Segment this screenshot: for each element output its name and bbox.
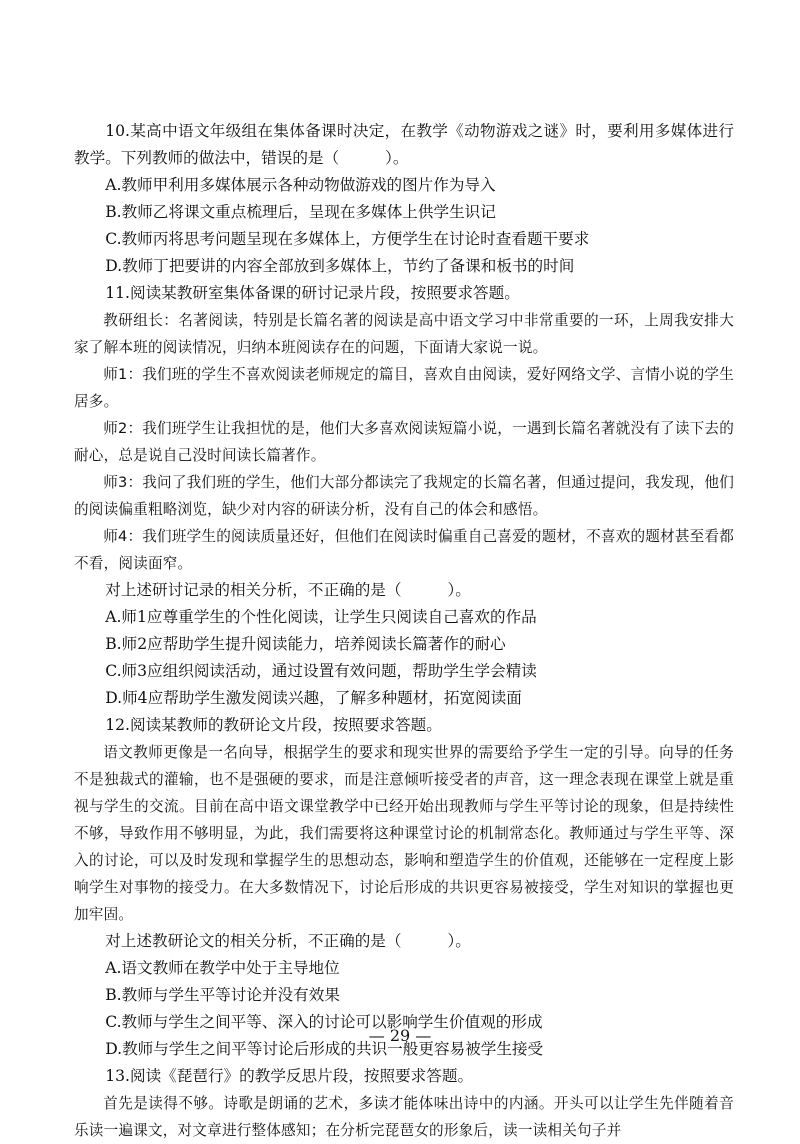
question-10-option-a: A.教师甲利用多媒体展示各种动物做游戏的图片作为导入 bbox=[105, 176, 496, 194]
question-12-passage: 语文教师更像是一名向导，根据学生的要求和现实世界的需要给予学生一定的引导。向导的任务不是独裁式的灌输，也不是强硬的要求，而是注意倾听接受者的声音，这一理念表现在课堂上就是重视与学生的交流。目前在高中语文课堂教学中已经开始出现教师与学生平等讨论的现象，但是持续性不够，导致作用不够明显，为此，我们需要将这种课堂讨论的机制常态化。教师通过与学生平等、深入的讨论，可以及时发现和掌握学生的思想动态，影响和塑造学生的价值观，还能够在一定程度上影响学生对事物的接受力。在大多数情况下，讨论后形成的共识更容易被接受，学生对知识的掌握也更加牢固。 bbox=[74, 744, 734, 923]
question-10-stem-text: 10.某高中语文年级组在集体备课时决定，在教学《动物游戏之谜》时，要利用多媒体进行教学。下列教师的做法中，错误的是（ bbox=[74, 122, 734, 167]
question-11-option-a: A.师1应尊重学生的个性化阅读，让学生只阅读自己喜欢的作品 bbox=[105, 608, 537, 626]
question-13-passage: 首先是读得不够。诗歌是朗诵的艺术，多读才能体味出诗中的内涵。开头可以让学生先伴随着音乐读一遍课文，对文章进行整体感知；在分析完琵琶女的形象后，读一读相关句子并 bbox=[74, 1095, 734, 1139]
question-10-option-c: C.教师丙将思考问题呈现在多媒体上，方便学生在讨论时查看题干要求 bbox=[105, 230, 590, 248]
question-12-option-d: D.教师与学生之间平等讨论后形成的共识一般更容易被学生接受 bbox=[105, 1040, 544, 1058]
question-10-option-d: D.教师丁把要讲的内容全部放到多媒体上，节约了备课和板书的时间 bbox=[105, 257, 575, 275]
page-content bbox=[74, 118, 734, 1144]
question-11-stem: 11.阅读某教研室集体备课的研讨记录片段，按照要求答题。 bbox=[105, 284, 520, 302]
question-12-stem: 12.阅读某教师的教研论文片段，按照要求答题。 bbox=[105, 716, 442, 734]
question-11-passage-teacher-1: 师1：我们班的学生不喜欢阅读老师规定的篇目，喜欢自由阅读，爱好网络文学、言情小说的学生居多。 bbox=[74, 366, 735, 410]
question-11-ask-end: ）。 bbox=[447, 581, 471, 599]
question-11-option-c: C.师3应组织阅读活动，通过设置有效问题，帮助学生学会精读 bbox=[105, 662, 537, 680]
question-13-stem: 13.阅读《琵琶行》的教学反思片段，按照要求答题。 bbox=[105, 1067, 474, 1085]
question-11-option-b: B.师2应帮助学生提升阅读能力，培养阅读长篇著作的耐心 bbox=[105, 635, 506, 653]
question-10-stem bbox=[74, 118, 734, 172]
question-12-option-a: A.语文教师在教学中处于主导地位 bbox=[105, 959, 340, 977]
question-12-option-b: B.教师与学生平等讨论并没有效果 bbox=[105, 986, 340, 1004]
question-10-stem-end: ）。 bbox=[385, 149, 409, 167]
question-11-ask bbox=[74, 577, 734, 604]
question-11-passage-teacher-4: 师4：我们班学生的阅读质量还好，但他们在阅读时偏重自己喜爱的题材，不喜欢的题材甚至看都不看，阅读面窄。 bbox=[74, 528, 735, 572]
question-12-ask bbox=[74, 928, 734, 955]
question-11-ask-text: 对上述研讨记录的相关分析，不正确的是（ bbox=[105, 581, 402, 599]
question-12-option-c: C.教师与学生之间平等、深入的讨论可以影响学生价值观的形成 bbox=[105, 1013, 543, 1031]
question-11-passage-teacher-2: 师2：我们班学生让我担忧的是，他们大多喜欢阅读短篇小说，一遇到长篇名著就没有了读下去的耐心，总是说自己没时间读长篇著作。 bbox=[74, 420, 735, 464]
question-11-passage-teacher-3: 师3：我问了我们班的学生，他们大部分都读完了我规定的长篇名著，但通过提问，我发现，他们的阅读偏重粗略浏览，缺少对内容的研读分析，没有自己的体会和感悟。 bbox=[74, 474, 735, 518]
question-12-ask-end: ）。 bbox=[447, 932, 471, 950]
question-12-ask-text: 对上述教研论文的相关分析，不正确的是（ bbox=[105, 932, 402, 950]
question-11-option-d: D.师4应帮助学生激发阅读兴趣，了解多种题材，拓宽阅读面 bbox=[105, 689, 522, 707]
question-11-passage-leader: 教研组长：名著阅读，特别是长篇名著的阅读是高中语文学习中非常重要的一环，上周我安排大家了解本班的阅读情况，归纳本班阅读存在的问题，下面请大家说一说。 bbox=[74, 312, 734, 356]
page-number: — 29 — bbox=[368, 1026, 432, 1045]
question-10-option-b: B.教师乙将课文重点梳理后，呈现在多媒体上供学生识记 bbox=[105, 203, 496, 221]
